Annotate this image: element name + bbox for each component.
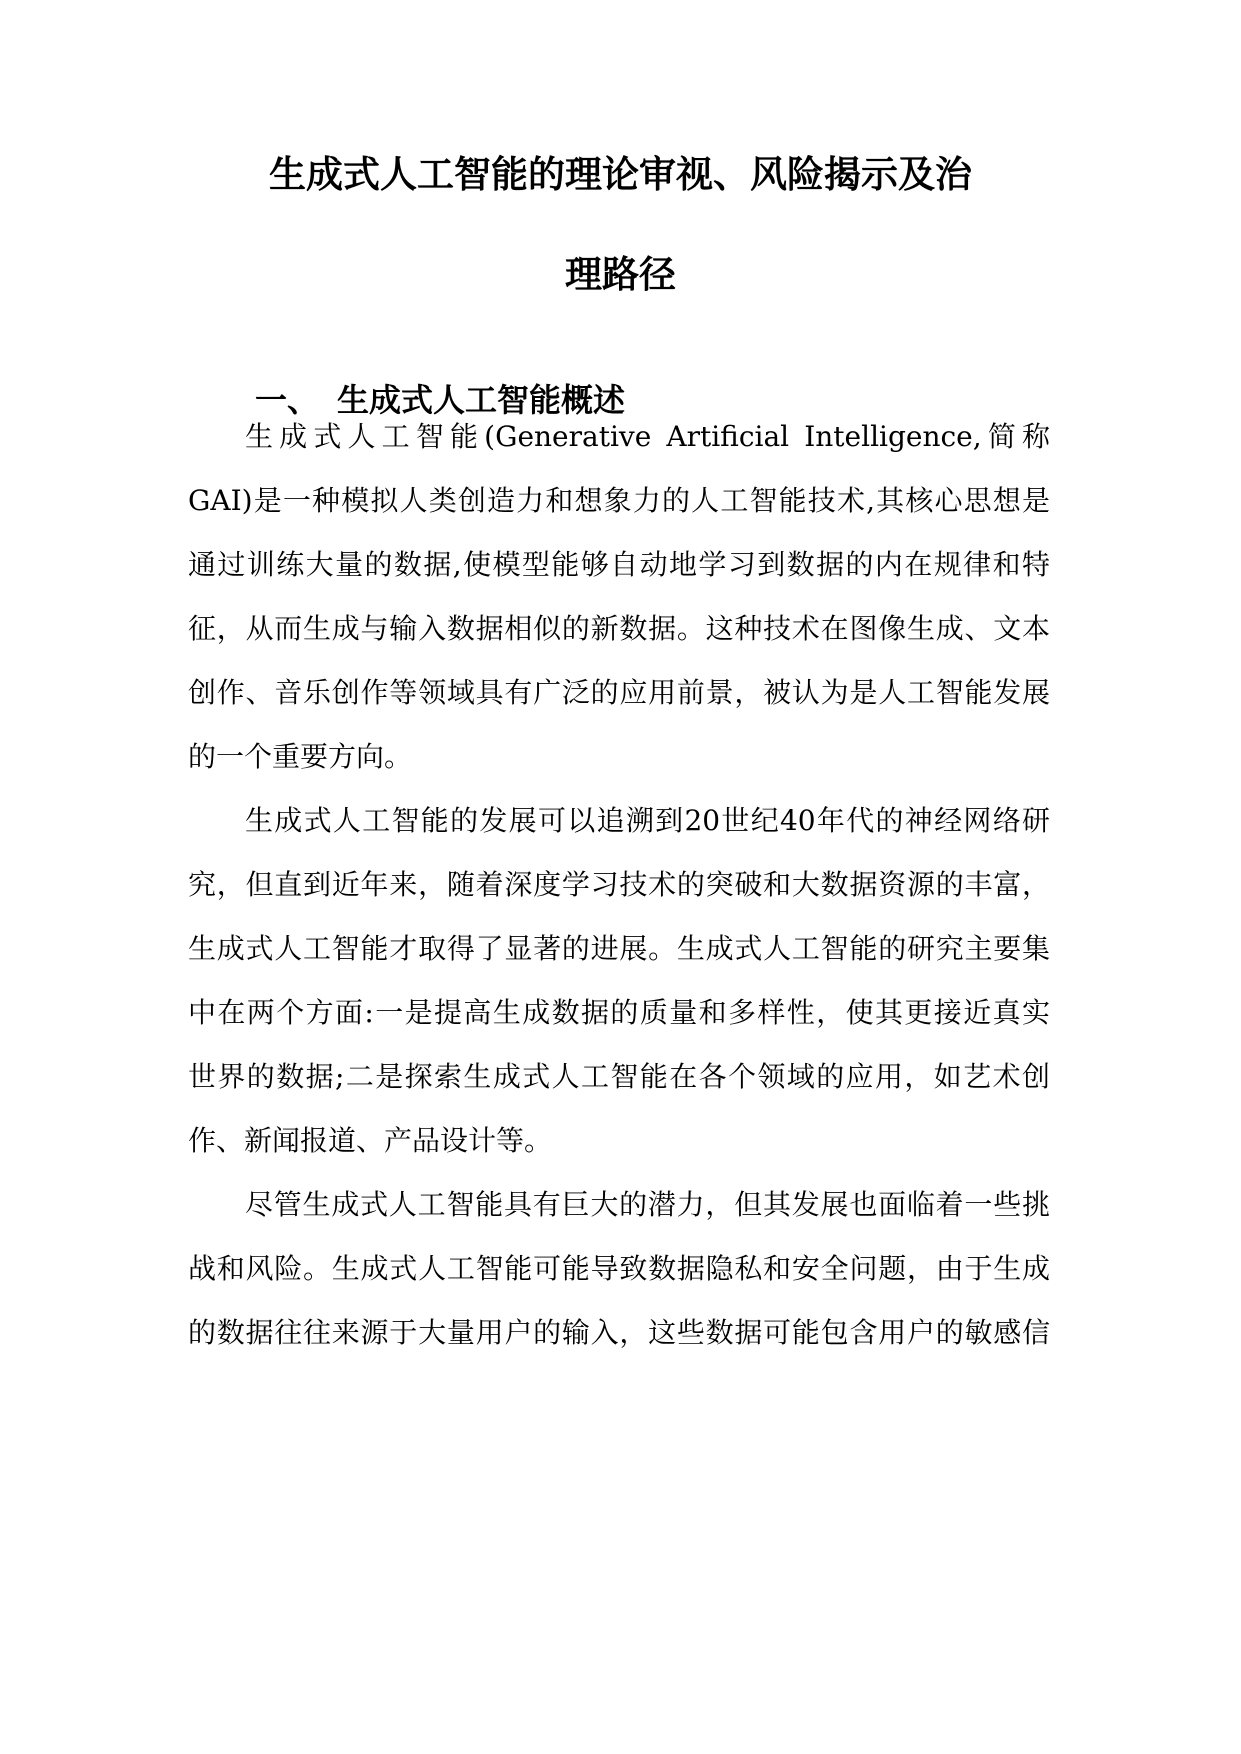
paragraph-3-line-1: 尽管生成式人工智能具有巨大的潜力，但其发展也面临着一些挑	[245, 1188, 1050, 1221]
section-heading-text: 生成式人工智能概述	[337, 381, 626, 419]
document-title-line-1: 生成式人工智能的理论审视、风险揭示及治	[269, 153, 972, 196]
paragraph-2-line-3: 生成式人工智能才取得了显著的进展。生成式人工智能的研究主要集	[188, 932, 1050, 965]
paragraph-1-line-3: 通过训练大量的数据,使模型能够自动地学习到数据的内在规律和特	[188, 548, 1050, 581]
paragraph-1-line-4: 征，从而生成与输入数据相似的新数据。这种技术在图像生成、文本	[188, 612, 1050, 645]
document-title-line-2: 理路径	[565, 253, 676, 296]
section-number: 一、	[255, 381, 320, 419]
paragraph-1-line-2: GAI)是一种模拟人类创造力和想象力的人工智能技术,其核心思想是	[188, 484, 1050, 517]
section-heading	[255, 380, 625, 420]
paragraph-2-line-6: 作、新闻报道、产品设计等。	[188, 1124, 553, 1157]
paragraph-1-line-1: 生成式人工智能(Generative Artificial Intelligence,简称	[245, 420, 1050, 453]
paragraph-2-line-2: 究，但直到近年来，随着深度学习技术的突破和大数据资源的丰富，	[188, 868, 1050, 901]
paragraph-1-line-6: 的一个重要方向。	[188, 740, 413, 773]
paragraph-2-line-5: 世界的数据;二是探索生成式人工智能在各个领域的应用，如艺术创	[188, 1060, 1050, 1093]
paragraph-2-line-1: 生成式人工智能的发展可以追溯到20世纪40年代的神经网络研	[245, 804, 1050, 837]
paragraph-1-line-5: 创作、音乐创作等领域具有广泛的应用前景，被认为是人工智能发展	[188, 676, 1050, 709]
paragraph-3-line-3: 的数据往往来源于大量用户的输入，这些数据可能包含用户的敏感信	[188, 1316, 1050, 1349]
paragraph-3-line-2: 战和风险。生成式人工智能可能导致数据隐私和安全问题，由于生成	[188, 1252, 1050, 1285]
paragraph-2-line-4: 中在两个方面:一是提高生成数据的质量和多样性，使其更接近真实	[188, 996, 1050, 1029]
